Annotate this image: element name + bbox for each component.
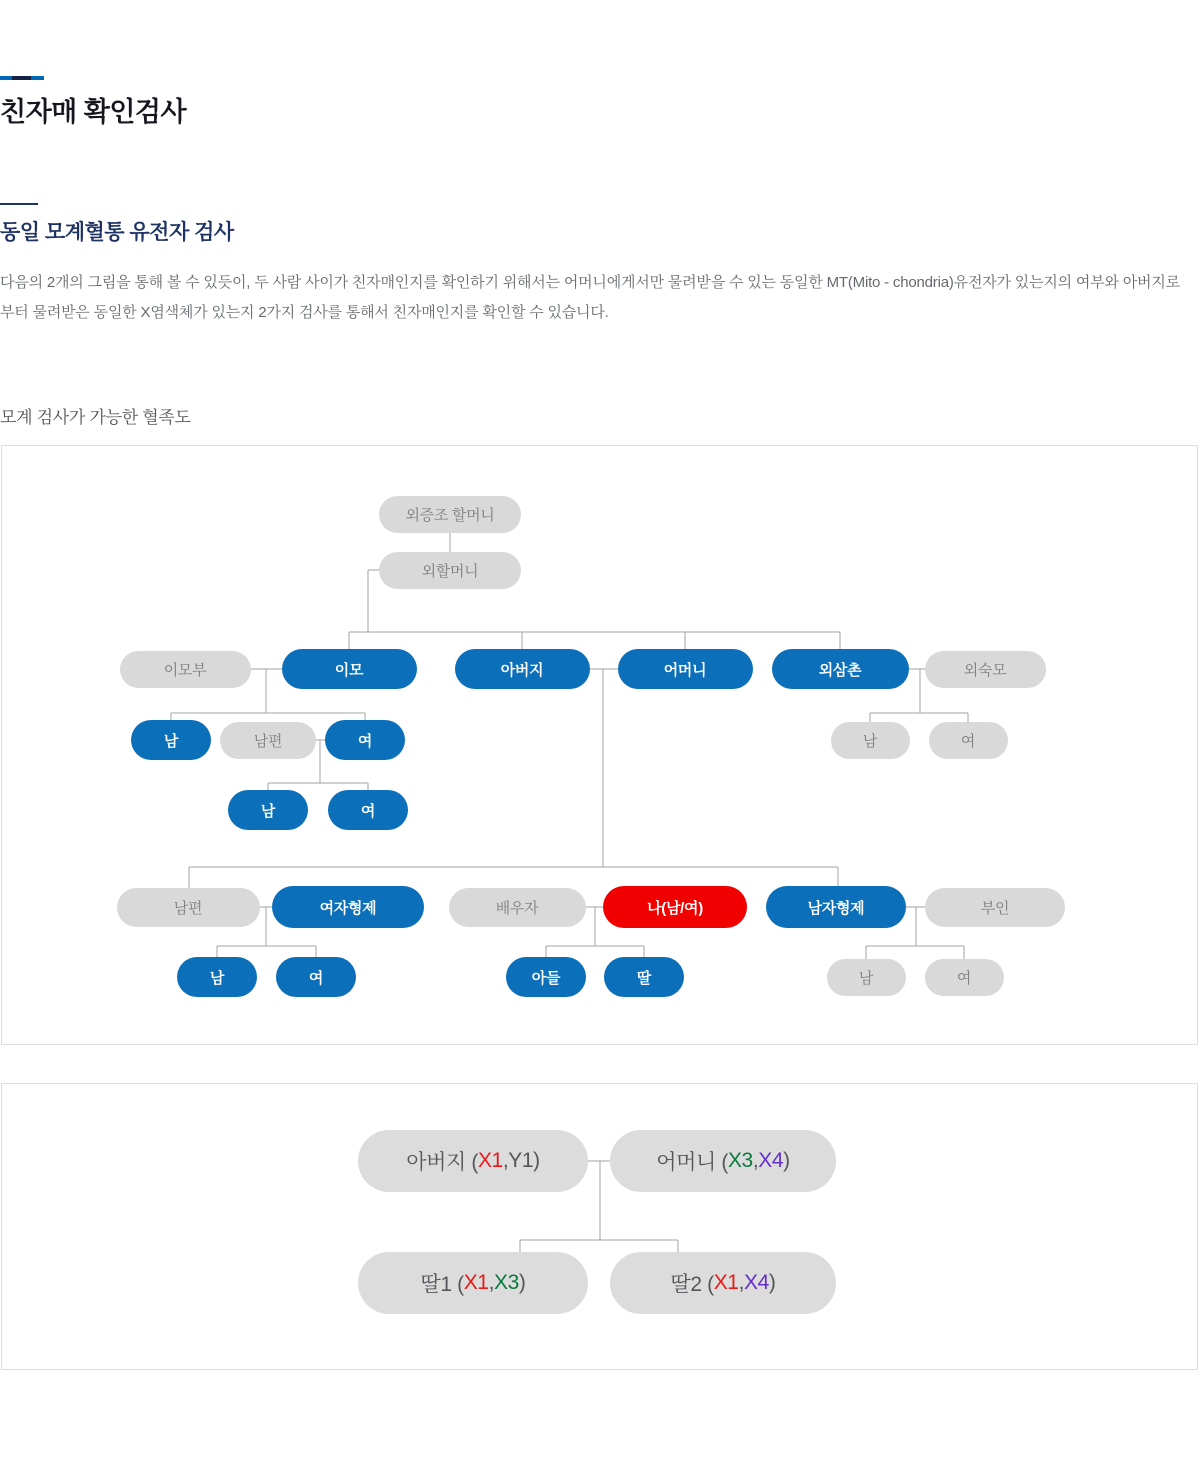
- accent-segment-right: [31, 76, 44, 80]
- accent-segment-middle: [12, 76, 31, 80]
- family-node-aunt-granddaughter: 여: [328, 790, 408, 830]
- family-node-aunts-husband: 이모부: [120, 651, 251, 688]
- family-node-brother-son: 남: [827, 959, 906, 996]
- family-node-sister-daughter: 여: [276, 957, 356, 997]
- family-node-me: 나(남/여): [603, 886, 747, 928]
- node-text-part: X1: [463, 1271, 489, 1294]
- node-text-part: X3: [727, 1149, 753, 1172]
- family-node-daughter1-x1-x3: [358, 1252, 588, 1314]
- family-node-sisters-husband: 남편: [117, 888, 260, 927]
- node-text-part: Y1: [508, 1149, 534, 1172]
- node-text-part: X1: [713, 1271, 739, 1294]
- family-node-aunt-daughter: 여: [325, 720, 405, 760]
- node-text-part: ): [518, 1271, 526, 1294]
- node-text-part: ): [783, 1149, 790, 1172]
- node-text-part: X4: [758, 1149, 784, 1172]
- node-text-part: ,: [488, 1271, 495, 1294]
- section-subtitle: 동일 모계혈통 유전자 검사: [0, 221, 234, 244]
- node-text-part: 딸1 (: [420, 1273, 464, 1296]
- family-node-father: 아버지: [455, 649, 590, 689]
- family-node-mother-x3-x4: [610, 1130, 836, 1192]
- node-text-part: 아버지 (: [406, 1151, 478, 1174]
- node-text-part: ,: [502, 1149, 509, 1172]
- family-node-uncle-daughter: 여: [929, 722, 1008, 759]
- node-text-part: X4: [744, 1271, 769, 1294]
- node-text-part: X3: [494, 1271, 519, 1294]
- family-node-sister-son: 남: [177, 957, 257, 997]
- family-node-aunt-daughters-husband: 남편: [220, 722, 316, 759]
- title-accent-bar: [0, 76, 44, 80]
- node-text-part: 딸2 (: [670, 1273, 714, 1296]
- family-node-spouse: 배우자: [449, 888, 586, 927]
- family-node-sister: 여자형제: [272, 886, 424, 928]
- node-text-part: ,: [738, 1271, 745, 1294]
- family-node-daughter2-x1-x4: [610, 1252, 836, 1314]
- family-node-brother-daughter: 여: [925, 959, 1004, 996]
- subtitle-accent-line: [0, 203, 38, 205]
- family-node-son: 아들: [506, 957, 586, 997]
- node-text-part: 어머니 (: [656, 1151, 728, 1174]
- family-node-daughter: 딸: [604, 957, 684, 997]
- node-text-part: ): [768, 1271, 776, 1294]
- figure-label: 모계 검사가 가능한 혈족도: [0, 408, 191, 427]
- family-node-maternal-aunt: 이모: [282, 649, 417, 689]
- family-node-uncle-son: 남: [831, 722, 910, 759]
- page-title: 친자매 확인검사: [0, 97, 187, 127]
- family-node-aunt-grandson: 남: [228, 790, 308, 830]
- family-node-maternal-uncle: 외삼촌: [772, 649, 909, 689]
- family-node-brother: 남자형제: [766, 886, 906, 928]
- family-node-maternal-grandmother: 외할머니: [379, 552, 521, 589]
- node-text-part: ): [533, 1149, 540, 1172]
- family-node-aunt-son: 남: [131, 720, 211, 760]
- node-text-part: ,: [752, 1149, 759, 1172]
- family-node-brothers-wife: 부인: [925, 888, 1065, 927]
- family-node-father-x1-y1: [358, 1130, 588, 1192]
- family-node-maternal-great-grandmother: 외증조 할머니: [379, 496, 521, 533]
- family-node-mother: 어머니: [618, 649, 753, 689]
- family-node-uncles-wife: 외숙모: [925, 651, 1046, 688]
- node-text-part: X1: [477, 1149, 503, 1172]
- x-chromosome-example-panel: [1, 1083, 1198, 1370]
- intro-paragraph: 다음의 2개의 그림을 통해 볼 수 있듯이, 두 사람 사이가 친자매인지를 확인하기 위해서는 어머니에게서만 물려받을 수 있는 동일한 MT(Mito - chondria)유전자가 있는지의 여부와 아버지로부터 물려받은 동일한 X염색체가 있는지 2가지 검사를 통해서 친자매인지를 확인할 수 있습니다.: [0, 274, 1180, 321]
- accent-segment-left: [0, 76, 12, 80]
